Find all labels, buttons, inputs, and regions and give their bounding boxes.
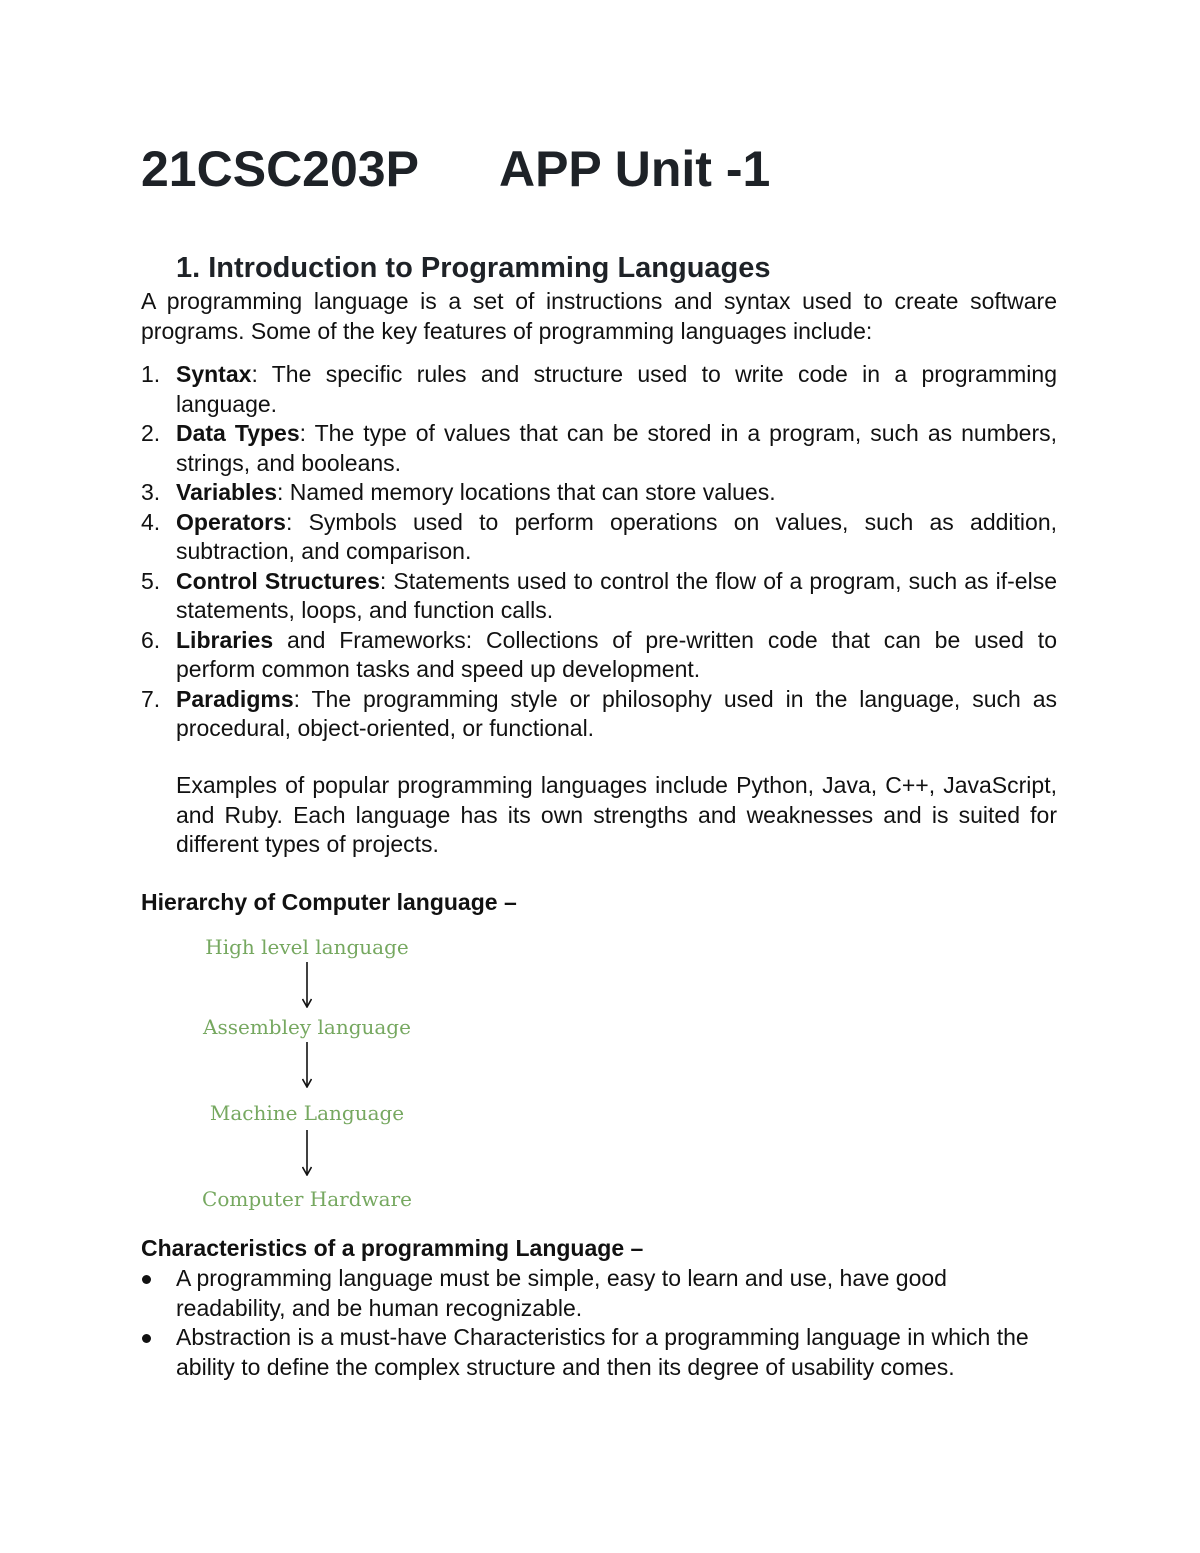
feature-term: Data Types — [176, 420, 300, 446]
feature-item — [141, 508, 1057, 567]
feature-description: : Symbols used to perform operations on values, such as addition, subtraction, and comparison. — [176, 508, 1057, 564]
hierarchy-level-machine: Machine Language — [209, 1101, 405, 1125]
unit-title: APP Unit -1 — [498, 141, 771, 197]
feature-item — [141, 626, 1057, 685]
feature-term: Operators — [176, 508, 286, 535]
feature-number: 7. — [141, 685, 161, 712]
feature-item — [141, 685, 1057, 744]
feature-item — [141, 419, 1057, 478]
down-arrow-icon — [302, 1130, 312, 1176]
feature-number: 2. — [141, 420, 161, 446]
characteristic-text: Abstraction is a must-have Characteristics for a programming language in which the ability to define the complex structure and then its degree of usability comes. — [176, 1324, 1029, 1380]
feature-description: : Named memory locations that can store values. — [277, 479, 776, 505]
characteristic-text: A programming language must be simple, easy to learn and use, have good readability, and be human recognizable. — [176, 1265, 947, 1321]
hierarchy-level-hardware: Computer Hardware — [202, 1187, 412, 1211]
bullet-icon — [142, 1334, 151, 1343]
feature-term: Syntax — [176, 361, 252, 387]
down-arrow-icon — [302, 962, 312, 1008]
feature-item — [141, 478, 1057, 508]
feature-number: 6. — [141, 626, 161, 653]
hierarchy-diagram — [190, 930, 430, 1220]
document-title — [141, 138, 770, 200]
characteristics-list — [141, 1264, 1041, 1382]
feature-description: : The specific rules and structure used to write code in a programming language. — [176, 361, 1057, 417]
feature-description: : Statements used to control the flow of a program, such as if-else statements, loops, and function calls. — [176, 567, 1057, 623]
hierarchy-level-assembly: Assembley language — [203, 1015, 411, 1039]
hierarchy-heading: Hierarchy of Computer language – — [141, 889, 517, 915]
feature-number: 5. — [141, 567, 161, 594]
feature-term: Variables — [176, 479, 278, 505]
feature-number: 4. — [141, 508, 161, 535]
characteristics-heading: Characteristics of a programming Language – — [141, 1235, 644, 1261]
down-arrow-icon — [302, 1042, 312, 1088]
examples-paragraph: Examples of popular programming languages include Python, Java, C++, JavaScript, and Ruby. Each language has its own strengths and weaknesses and is suited for different types of projects. — [176, 772, 1057, 857]
characteristic-item — [141, 1264, 1041, 1323]
feature-term: Paradigms — [176, 685, 294, 712]
bullet-icon — [142, 1275, 151, 1284]
characteristic-item — [141, 1323, 1041, 1382]
feature-description: : The type of values that can be stored in a program, such as numbers, strings, and booleans. — [176, 420, 1057, 476]
feature-term: Libraries — [176, 626, 274, 653]
hierarchy-level-high: High level language — [205, 935, 409, 959]
feature-description: and Frameworks: Collections of pre-written code that can be used to perform common tasks and speed up development. — [176, 626, 1057, 682]
feature-description: : The programming style or philosophy used in the language, such as procedural, object-oriented, or functional. — [176, 685, 1057, 741]
feature-term: Control Structures — [176, 567, 380, 594]
feature-item — [141, 567, 1057, 626]
feature-item — [141, 360, 1057, 419]
section-heading-intro: 1. Introduction to Programming Languages — [176, 252, 771, 284]
features-list — [141, 360, 1057, 744]
course-code: 21CSC203P — [141, 141, 419, 197]
feature-number: 1. — [141, 361, 161, 387]
feature-number: 3. — [141, 479, 161, 505]
intro-paragraph: A programming language is a set of instructions and syntax used to create software programs. Some of the key features of programming languages include: — [141, 288, 1057, 344]
